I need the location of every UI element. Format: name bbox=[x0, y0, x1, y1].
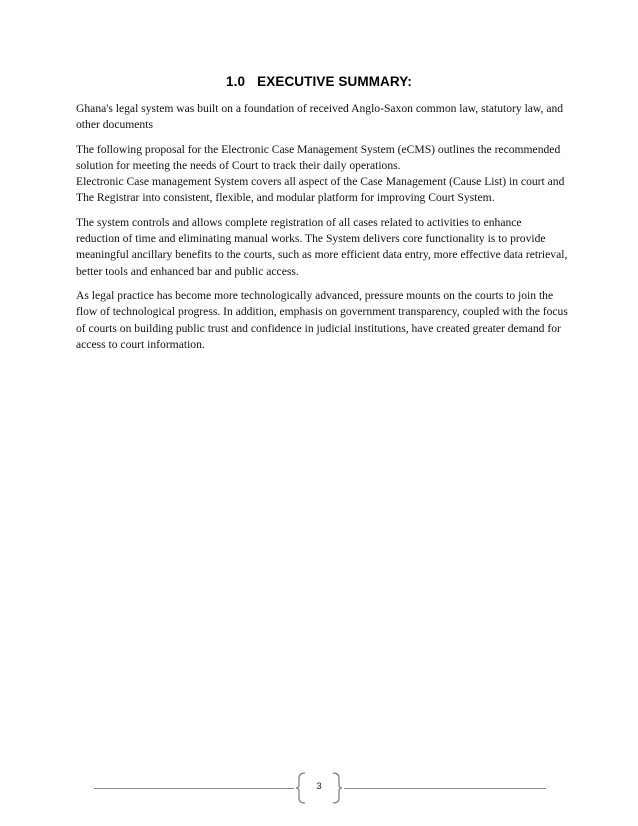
paragraph-3: The system controls and allows complete registration of all cases related to activities to enhance reduction of time and eliminating manual works. The System delivers core functionality is to provide meaningful ancillary benefits to the courts, such as more efficient data entry, more effective data retrieval, better tools and enhanced bar and public access. bbox=[76, 215, 568, 278]
paragraph-4: As legal practice has become more technologically advanced, pressure mounts on the courts to join the flow of technological progress. In addition, emphasis on government transparency, coupled with the focus of courts on building public trust and confidence in judicial institutions, have created greater demand for access to court information. bbox=[76, 288, 568, 351]
page-number: 3 bbox=[316, 781, 322, 792]
paragraph-2: The following proposal for the Electronic Case Management System (eCMS) outlines the recommended solution for meeting the needs of Court to track their daily operations. Electronic Case management System covers all aspect of the Case Management (Cause List) in court and The Registrar into consistent, flexible, and modular platform for improving Court System. bbox=[76, 142, 565, 205]
document-body bbox=[76, 101, 568, 361]
right-brace-icon bbox=[330, 772, 344, 804]
page-footer bbox=[94, 772, 546, 806]
paragraph-1: Ghana's legal system was built on a foundation of received Anglo-Saxon common law, statutory law, and other documents bbox=[76, 102, 564, 132]
footer-rule-left bbox=[94, 788, 294, 789]
section-title: EXECUTIVE SUMMARY: bbox=[257, 74, 412, 89]
section-heading bbox=[0, 74, 638, 89]
left-brace-icon bbox=[294, 772, 308, 804]
footer-rule-right bbox=[344, 788, 546, 789]
section-number: 1.0 bbox=[226, 74, 246, 89]
